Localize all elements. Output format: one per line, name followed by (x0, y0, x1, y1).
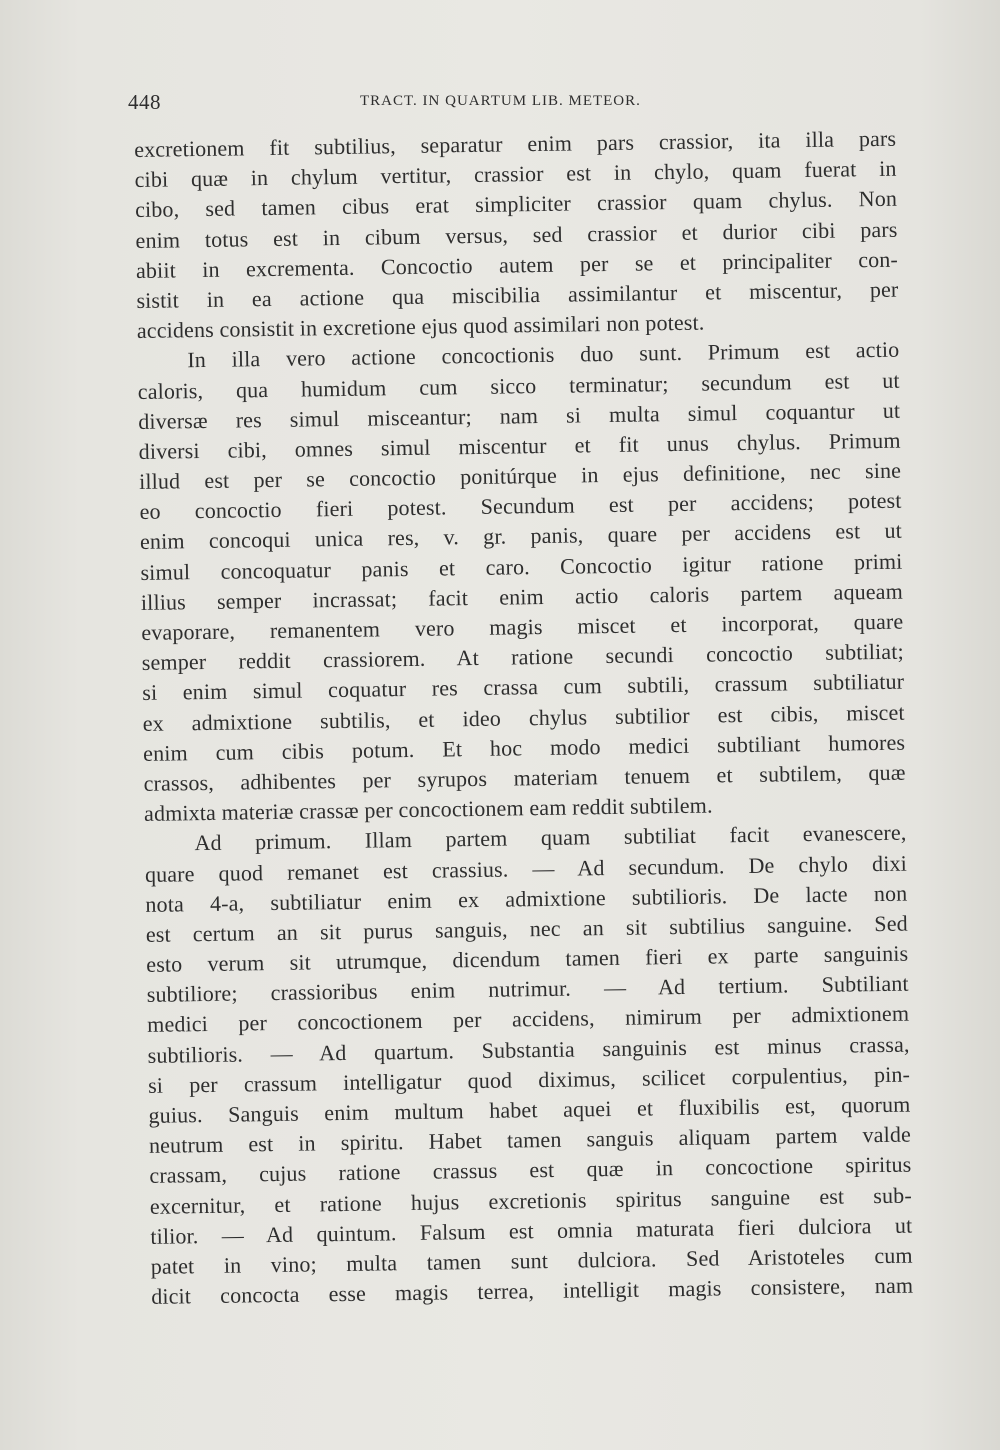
text-line: semper reddit crassiorem. At ratione secundi concoctio subtiliat; (141, 638, 904, 676)
text-line: abiit in excrementa. Concoctio autem per se et principaliter con- (135, 246, 899, 283)
text-line: neutrum est in spiritu. Habet tamen sanguis aliquam partem valde (148, 1121, 912, 1159)
text-line: illud est per se concoctio ponitúrque in ejus definitione, nec sine (138, 457, 902, 495)
body-text (134, 124, 913, 1312)
text-line: crassos, adhibentes per syrupos materiam tenuem et subtilem, quæ (143, 759, 906, 796)
text-line: illius semper incrassat; facit enim actio caloris partem aqueam (140, 578, 904, 615)
running-title: TRACT. IN QUARTUM LIB. METEOR. (360, 93, 641, 109)
text-line: si per crassum intelligatur quod diximus, scilicet corpulentius, pin- (147, 1061, 911, 1098)
text-line: accidens consistit in excretione ejus quod assimilari non potest. (136, 309, 705, 344)
text-line: excernitur, et ratione hujus excretionis spiritus sanguine est sub- (149, 1182, 912, 1219)
text-line: tilior. — Ad quintum. Falsum est omnia maturata fieri dulciora ut (150, 1212, 913, 1249)
text-line: ex admixtione subtilis, et ideo chylus subtilior est cibis, miscet (142, 699, 905, 736)
text-line: guius. Sanguis enim multum habet aquei et fluxibilis est, quorum (148, 1091, 911, 1128)
text-line: enim totus est in cibum versus, sed crassior et durior cibi pars (135, 216, 898, 253)
text-line: esto verum sit utrumque, dicendum tamen fieri ex parte sanguinis (146, 940, 909, 977)
text-line: quare quod remanet est crassius. — Ad secundum. De chylo dixi (144, 850, 908, 887)
text-line: si enim simul coquatur res crassa cum subtili, crassum subtiliatur (142, 669, 905, 706)
text-line: cibi quæ in chylum vertitur, crassior est in chylo, quam fuerat in (134, 155, 897, 193)
text-line: Ad primum. Illam partem quam subtiliat facit evanescere, (194, 819, 907, 856)
text-line: dicit concocta esse magis terrea, intelligit magis consistere, nam (151, 1272, 914, 1309)
page-number: 448 (128, 90, 161, 114)
text-line: subtilioris. — Ad quartum. Substantia sanguinis est minus crassa, (147, 1031, 910, 1068)
text-line: subtiliore; crassioribus enim nutrimur. — Ad tertium. Subtiliant (146, 970, 909, 1008)
text-line: diversi cibi, omnes simul miscentur et fit unus chylus. Primum (138, 427, 901, 464)
text-line: enim cum cibis potum. Et hoc modo medici subtiliant humores (142, 729, 906, 766)
text-line: simul concoquatur panis et caro. Concoctio igitur ratione primi (140, 548, 903, 585)
text-line: nota 4-a, subtiliatur enim ex admixtione subtilioris. De lacte non (145, 880, 908, 917)
text-line: admixta materiæ crassæ per concoctionem eam reddit subtilem. (143, 792, 713, 827)
text-line: eo concoctio fieri potest. Secundum est per accidens; potest (139, 487, 902, 525)
text-line: cibo, sed tamen cibus erat simpliciter crassior quam chylus. Non (134, 186, 898, 223)
running-head (128, 90, 898, 120)
text-line: diversæ res simul misceantur; nam si multa simul coquantur ut (138, 397, 901, 434)
text-line: patet in vino; multa tamen sunt dulciora. Sed Aristoteles cum (150, 1242, 913, 1279)
text-line: evaporare, remanentem vero magis miscet et incorporat, quare (141, 608, 904, 645)
text-line: sistit in ea actione qua miscibilia assimilantur et miscentur, per (136, 276, 899, 313)
text-line: excretionem fit subtilius, separatur enim pars crassior, ita illa pars (134, 125, 897, 162)
text-line: enim concoqui unica res, v. gr. panis, quare per accidens est ut (139, 518, 903, 555)
text-line: In illa vero actione concoctionis duo sunt. Primum est actio (187, 336, 900, 373)
text-line: medici per concoctionem per accidens, nimirum per admixtionem (147, 1001, 910, 1038)
text-line: est certum an sit purus sanguis, nec an sit subtilius sanguine. Sed (145, 910, 908, 947)
text-line: caloris, qua humidum cum sicco terminatur; secundum est ut (137, 367, 900, 404)
text-line: crassam, cujus ratione crassus est quæ in concoctione spiritus (149, 1151, 912, 1189)
